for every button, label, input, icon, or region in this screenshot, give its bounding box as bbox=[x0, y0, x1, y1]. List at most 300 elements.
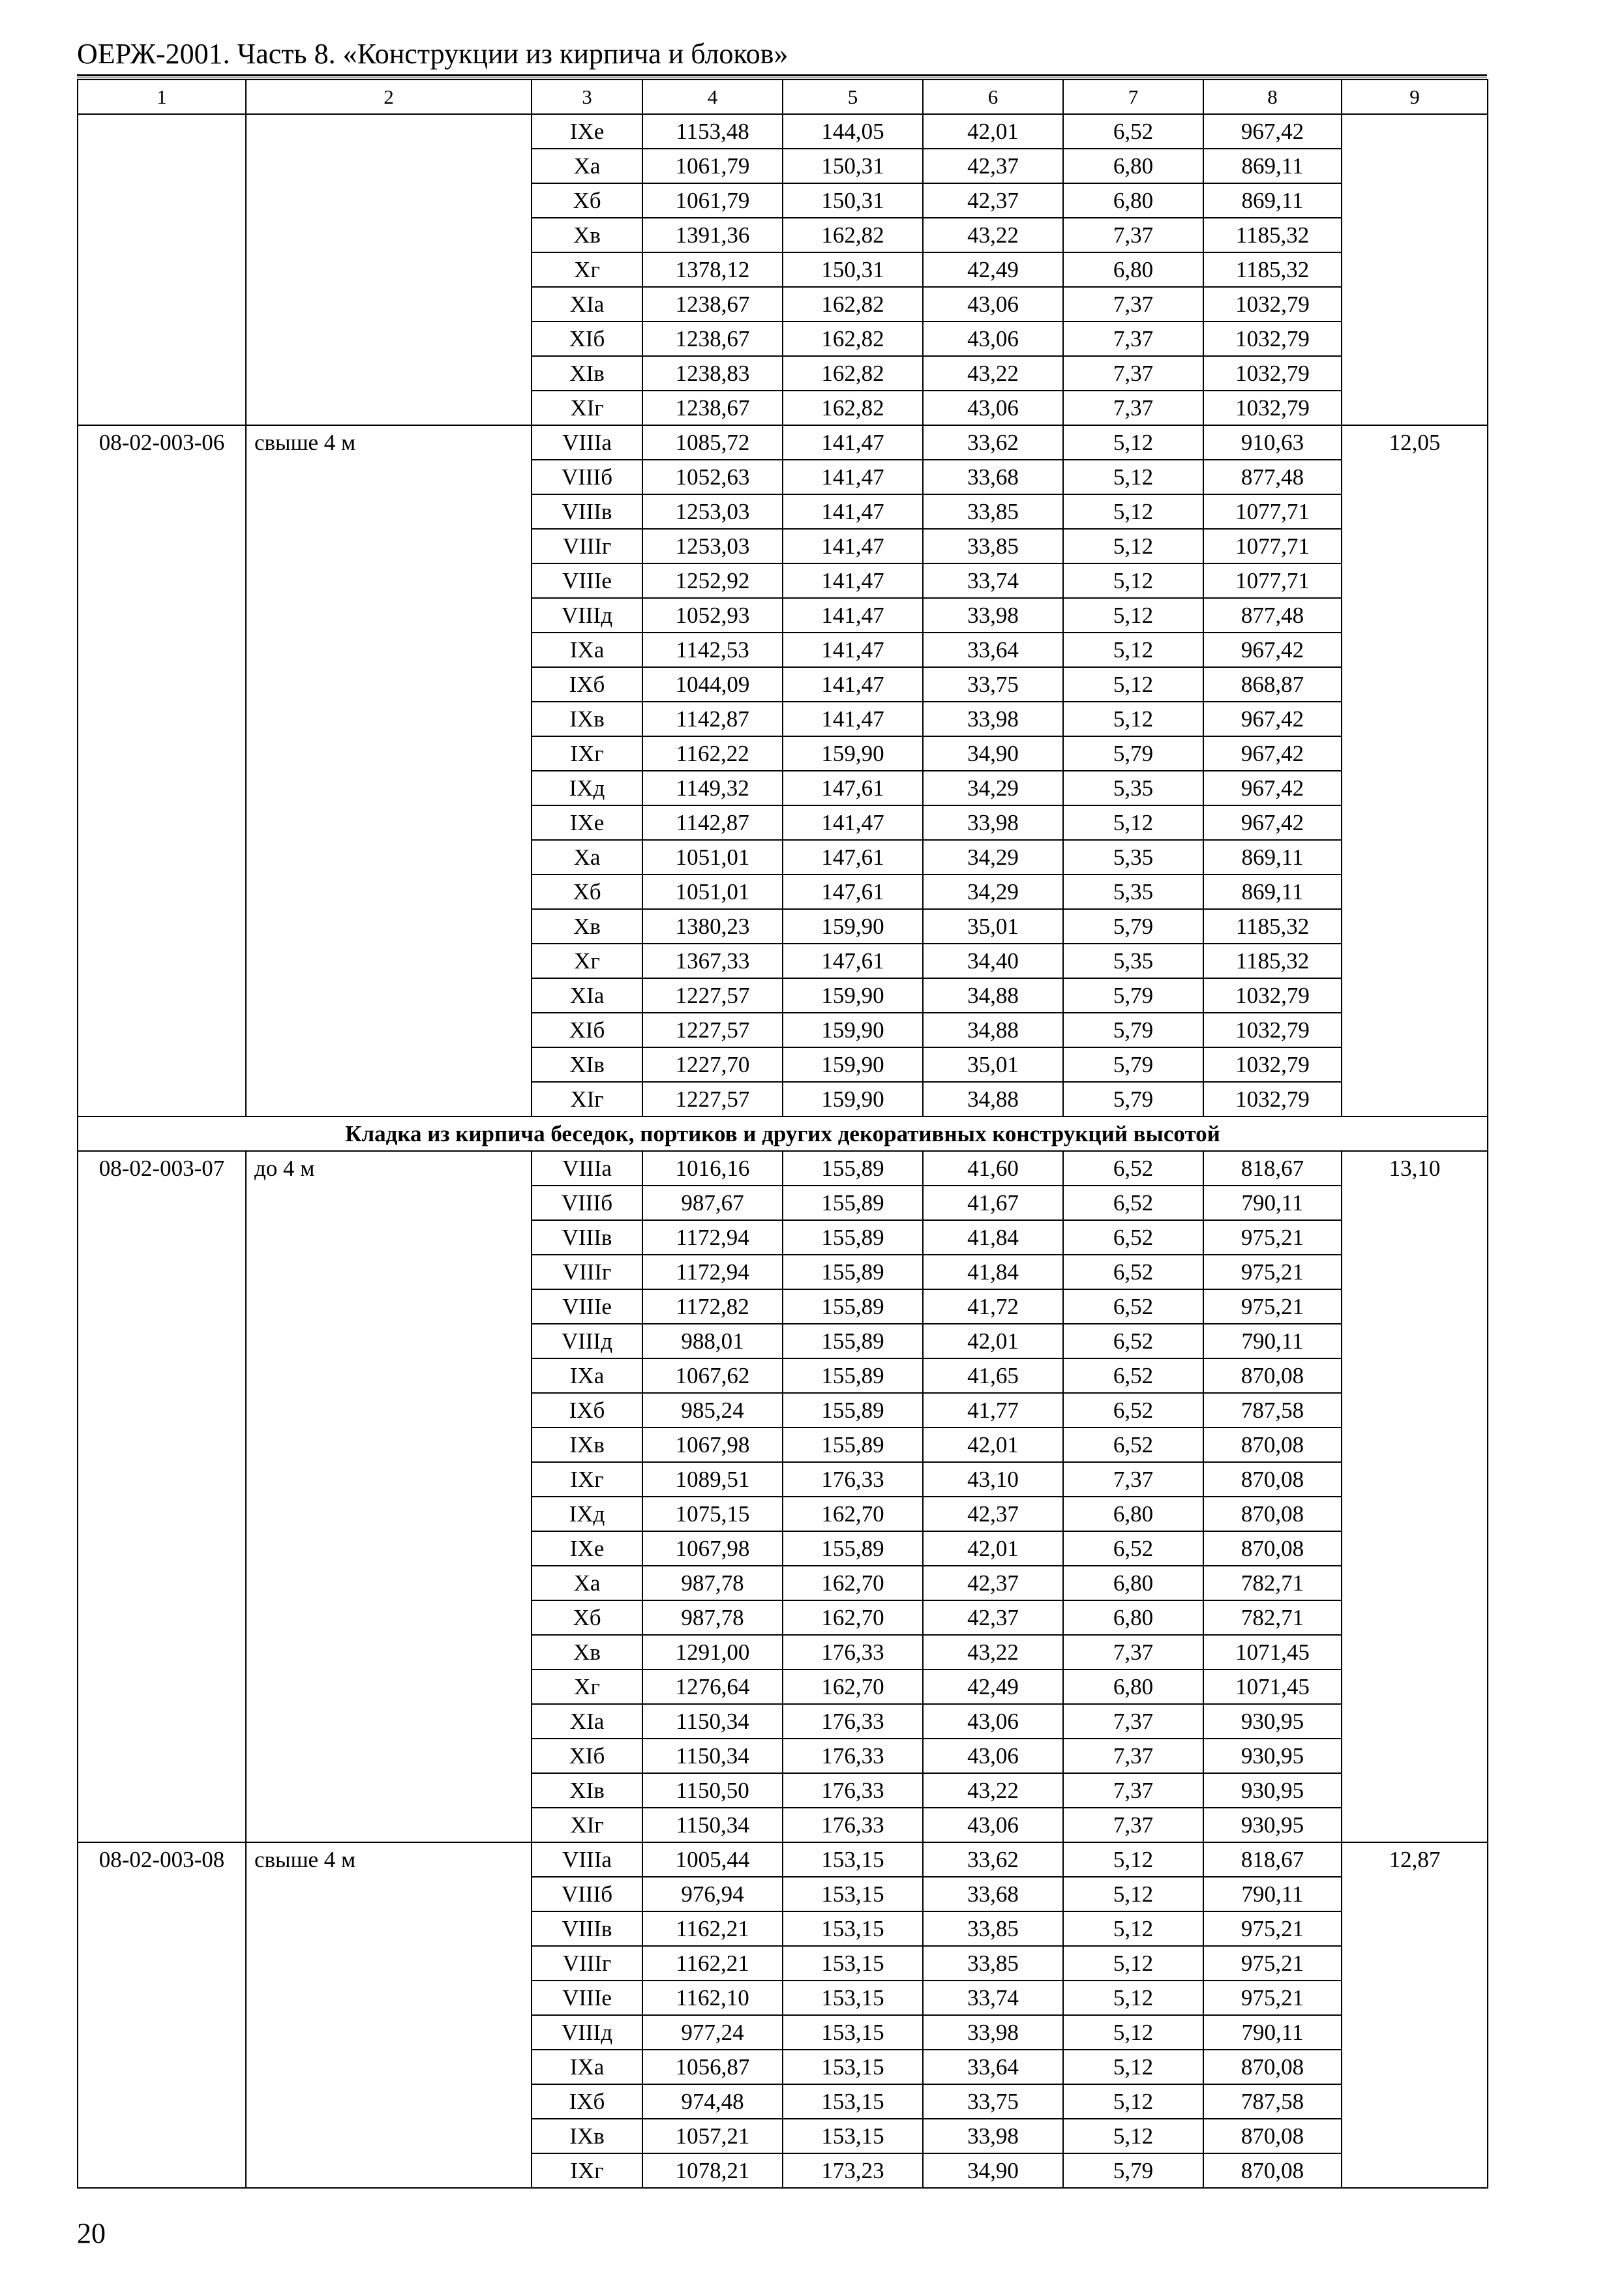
total-cost-cell: 1380,23 bbox=[642, 909, 783, 944]
wage-cost-cell: 173,23 bbox=[783, 2153, 923, 2188]
wage-cost-cell: 155,89 bbox=[783, 1220, 923, 1255]
machine-cost-cell: 41,72 bbox=[923, 1289, 1063, 1324]
operator-wage-cell: 6,52 bbox=[1063, 1358, 1203, 1393]
operator-wage-cell: 5,12 bbox=[1063, 2050, 1203, 2084]
operator-wage-cell: 6,80 bbox=[1063, 183, 1203, 218]
materials-cost-cell: 782,71 bbox=[1203, 1566, 1342, 1600]
norm-class-cell: VIIIв bbox=[532, 1911, 642, 1946]
norm-code-cell: 08-02-003-07 bbox=[78, 1151, 246, 1842]
norm-class-cell: IXд bbox=[532, 771, 642, 805]
total-cost-cell: 976,94 bbox=[642, 1877, 783, 1911]
norm-class-cell: Xв bbox=[532, 909, 642, 944]
wage-cost-cell: 150,31 bbox=[783, 183, 923, 218]
machine-cost-cell: 33,98 bbox=[923, 702, 1063, 736]
materials-cost-cell: 877,48 bbox=[1203, 460, 1342, 494]
column-number: 8 bbox=[1203, 80, 1342, 114]
norm-class-cell: VIIIд bbox=[532, 2015, 642, 2050]
materials-cost-cell: 967,42 bbox=[1203, 114, 1342, 149]
operator-wage-cell: 6,80 bbox=[1063, 252, 1203, 287]
norm-class-cell: XIа bbox=[532, 287, 642, 322]
materials-cost-cell: 1032,79 bbox=[1203, 391, 1342, 425]
machine-cost-cell: 43,06 bbox=[923, 1704, 1063, 1739]
norm-code-cell: 08-02-003-06 bbox=[78, 425, 246, 1116]
operator-wage-cell: 5,12 bbox=[1063, 2119, 1203, 2153]
wage-cost-cell: 155,89 bbox=[783, 1393, 923, 1428]
machine-cost-cell: 43,06 bbox=[923, 1808, 1063, 1842]
materials-cost-cell: 870,08 bbox=[1203, 1428, 1342, 1462]
machine-cost-cell: 43,22 bbox=[923, 356, 1063, 391]
operator-wage-cell: 7,37 bbox=[1063, 1635, 1203, 1669]
operator-wage-cell: 5,12 bbox=[1063, 1911, 1203, 1946]
machine-cost-cell: 41,84 bbox=[923, 1255, 1063, 1289]
wage-cost-cell: 141,47 bbox=[783, 702, 923, 736]
wage-cost-cell: 176,33 bbox=[783, 1462, 923, 1497]
machine-cost-cell: 33,64 bbox=[923, 2050, 1063, 2084]
column-number: 7 bbox=[1063, 80, 1203, 114]
machine-cost-cell: 34,40 bbox=[923, 944, 1063, 978]
materials-cost-cell: 790,11 bbox=[1203, 1186, 1342, 1220]
materials-cost-cell: 1077,71 bbox=[1203, 563, 1342, 598]
machine-cost-cell: 34,29 bbox=[923, 875, 1063, 909]
operator-wage-cell: 5,12 bbox=[1063, 667, 1203, 702]
wage-cost-cell: 155,89 bbox=[783, 1186, 923, 1220]
work-description-cell: до 4 м bbox=[246, 1151, 532, 1842]
total-cost-cell: 1052,93 bbox=[642, 598, 783, 633]
norm-class-cell: IXе bbox=[532, 114, 642, 149]
machine-cost-cell: 43,06 bbox=[923, 322, 1063, 356]
materials-cost-cell: 1185,32 bbox=[1203, 909, 1342, 944]
total-cost-cell: 1162,10 bbox=[642, 1981, 783, 2015]
materials-cost-cell: 870,08 bbox=[1203, 2050, 1342, 2084]
price-table bbox=[77, 79, 1488, 2189]
wage-cost-cell: 162,70 bbox=[783, 1497, 923, 1531]
materials-cost-cell: 1185,32 bbox=[1203, 944, 1342, 978]
operator-wage-cell: 5,35 bbox=[1063, 771, 1203, 805]
total-cost-cell: 1227,57 bbox=[642, 978, 783, 1013]
wage-cost-cell: 141,47 bbox=[783, 425, 923, 460]
total-cost-cell: 987,67 bbox=[642, 1186, 783, 1220]
operator-wage-cell: 5,12 bbox=[1063, 425, 1203, 460]
total-cost-cell: 977,24 bbox=[642, 2015, 783, 2050]
operator-wage-cell: 5,12 bbox=[1063, 1842, 1203, 1877]
wage-cost-cell: 155,89 bbox=[783, 1324, 923, 1358]
wage-cost-cell: 153,15 bbox=[783, 1946, 923, 1981]
operator-wage-cell: 6,52 bbox=[1063, 1186, 1203, 1220]
machine-cost-cell: 35,01 bbox=[923, 1047, 1063, 1082]
total-cost-cell: 1056,87 bbox=[642, 2050, 783, 2084]
materials-cost-cell: 930,95 bbox=[1203, 1739, 1342, 1773]
total-cost-cell: 1238,67 bbox=[642, 287, 783, 322]
total-cost-cell: 1005,44 bbox=[642, 1842, 783, 1877]
operator-wage-cell: 5,12 bbox=[1063, 494, 1203, 529]
norm-class-cell: Xа bbox=[532, 840, 642, 875]
machine-cost-cell: 33,68 bbox=[923, 1877, 1063, 1911]
total-cost-cell: 1142,53 bbox=[642, 633, 783, 667]
wage-cost-cell: 147,61 bbox=[783, 875, 923, 909]
wage-cost-cell: 147,61 bbox=[783, 944, 923, 978]
total-cost-cell: 1089,51 bbox=[642, 1462, 783, 1497]
machine-cost-cell: 42,37 bbox=[923, 183, 1063, 218]
materials-cost-cell: 870,08 bbox=[1203, 1358, 1342, 1393]
total-cost-cell: 1150,34 bbox=[642, 1808, 783, 1842]
operator-wage-cell: 5,79 bbox=[1063, 978, 1203, 1013]
materials-cost-cell: 787,58 bbox=[1203, 2084, 1342, 2119]
materials-cost-cell: 967,42 bbox=[1203, 771, 1342, 805]
column-number: 4 bbox=[642, 80, 783, 114]
materials-cost-cell: 870,08 bbox=[1203, 2119, 1342, 2153]
norm-code-cell: 08-02-003-08 bbox=[78, 1842, 246, 2188]
operator-wage-cell: 5,12 bbox=[1063, 805, 1203, 840]
materials-cost-cell: 1077,71 bbox=[1203, 494, 1342, 529]
wage-cost-cell: 141,47 bbox=[783, 529, 923, 563]
wage-cost-cell: 159,90 bbox=[783, 736, 923, 771]
machine-cost-cell: 33,62 bbox=[923, 425, 1063, 460]
machine-cost-cell: 33,98 bbox=[923, 598, 1063, 633]
machine-cost-cell: 42,01 bbox=[923, 114, 1063, 149]
machine-cost-cell: 33,98 bbox=[923, 805, 1063, 840]
materials-cost-cell: 870,08 bbox=[1203, 1497, 1342, 1531]
table-row bbox=[78, 1842, 1488, 1877]
operator-wage-cell: 5,12 bbox=[1063, 1981, 1203, 2015]
operator-wage-cell: 6,52 bbox=[1063, 1324, 1203, 1358]
norm-class-cell: VIIIв bbox=[532, 494, 642, 529]
wage-cost-cell: 176,33 bbox=[783, 1808, 923, 1842]
machine-cost-cell: 41,65 bbox=[923, 1358, 1063, 1393]
operator-wage-cell: 6,52 bbox=[1063, 1255, 1203, 1289]
total-cost-cell: 1061,79 bbox=[642, 149, 783, 183]
machine-cost-cell: 33,85 bbox=[923, 529, 1063, 563]
machine-cost-cell: 42,37 bbox=[923, 1600, 1063, 1635]
materials-cost-cell: 1032,79 bbox=[1203, 1013, 1342, 1047]
norm-class-cell: XIг bbox=[532, 1082, 642, 1116]
column-number: 2 bbox=[246, 80, 532, 114]
norm-class-cell: Xг bbox=[532, 1669, 642, 1704]
norm-class-cell: XIб bbox=[532, 322, 642, 356]
operator-wage-cell: 5,12 bbox=[1063, 1877, 1203, 1911]
operator-wage-cell: 6,52 bbox=[1063, 1531, 1203, 1566]
machine-cost-cell: 43,06 bbox=[923, 1739, 1063, 1773]
wage-cost-cell: 162,82 bbox=[783, 356, 923, 391]
wage-cost-cell: 153,15 bbox=[783, 2050, 923, 2084]
machine-cost-cell: 34,90 bbox=[923, 2153, 1063, 2188]
materials-cost-cell: 869,11 bbox=[1203, 840, 1342, 875]
operator-wage-cell: 5,12 bbox=[1063, 529, 1203, 563]
norm-class-cell: VIIIг bbox=[532, 529, 642, 563]
wage-cost-cell: 153,15 bbox=[783, 2119, 923, 2153]
operator-wage-cell: 7,37 bbox=[1063, 1462, 1203, 1497]
price-table-body bbox=[78, 80, 1488, 2188]
norm-class-cell: Xа bbox=[532, 149, 642, 183]
norm-class-cell: IXг bbox=[532, 736, 642, 771]
coefficient-cell: 13,10 bbox=[1342, 1151, 1488, 1842]
operator-wage-cell: 5,79 bbox=[1063, 1047, 1203, 1082]
machine-cost-cell: 42,37 bbox=[923, 1566, 1063, 1600]
operator-wage-cell: 5,79 bbox=[1063, 1082, 1203, 1116]
wage-cost-cell: 153,15 bbox=[783, 1911, 923, 1946]
machine-cost-cell: 43,22 bbox=[923, 1635, 1063, 1669]
total-cost-cell: 1142,87 bbox=[642, 702, 783, 736]
machine-cost-cell: 33,98 bbox=[923, 2015, 1063, 2050]
wage-cost-cell: 153,15 bbox=[783, 1877, 923, 1911]
materials-cost-cell: 818,67 bbox=[1203, 1842, 1342, 1877]
wage-cost-cell: 150,31 bbox=[783, 149, 923, 183]
wage-cost-cell: 159,90 bbox=[783, 1082, 923, 1116]
operator-wage-cell: 5,12 bbox=[1063, 633, 1203, 667]
operator-wage-cell: 5,12 bbox=[1063, 702, 1203, 736]
norm-class-cell: Xг bbox=[532, 944, 642, 978]
operator-wage-cell: 6,52 bbox=[1063, 1393, 1203, 1428]
materials-cost-cell: 967,42 bbox=[1203, 702, 1342, 736]
total-cost-cell: 1391,36 bbox=[642, 218, 783, 252]
materials-cost-cell: 790,11 bbox=[1203, 1877, 1342, 1911]
work-description-cell: свыше 4 м bbox=[246, 425, 532, 1116]
norm-class-cell: IXа bbox=[532, 2050, 642, 2084]
wage-cost-cell: 155,89 bbox=[783, 1428, 923, 1462]
total-cost-cell: 1067,62 bbox=[642, 1358, 783, 1393]
total-cost-cell: 1238,67 bbox=[642, 391, 783, 425]
materials-cost-cell: 967,42 bbox=[1203, 736, 1342, 771]
materials-cost-cell: 930,95 bbox=[1203, 1773, 1342, 1808]
operator-wage-cell: 6,52 bbox=[1063, 114, 1203, 149]
total-cost-cell: 1085,72 bbox=[642, 425, 783, 460]
total-cost-cell: 987,78 bbox=[642, 1566, 783, 1600]
operator-wage-cell: 7,37 bbox=[1063, 287, 1203, 322]
section-row bbox=[78, 1116, 1488, 1151]
work-description-cell bbox=[246, 114, 532, 425]
total-cost-cell: 1227,57 bbox=[642, 1082, 783, 1116]
norm-class-cell: Xа bbox=[532, 1566, 642, 1600]
materials-cost-cell: 910,63 bbox=[1203, 425, 1342, 460]
wage-cost-cell: 155,89 bbox=[783, 1151, 923, 1186]
wage-cost-cell: 141,47 bbox=[783, 460, 923, 494]
machine-cost-cell: 41,84 bbox=[923, 1220, 1063, 1255]
total-cost-cell: 1075,15 bbox=[642, 1497, 783, 1531]
wage-cost-cell: 176,33 bbox=[783, 1773, 923, 1808]
operator-wage-cell: 5,35 bbox=[1063, 840, 1203, 875]
norm-class-cell: IXв bbox=[532, 2119, 642, 2153]
materials-cost-cell: 975,21 bbox=[1203, 1981, 1342, 2015]
wage-cost-cell: 176,33 bbox=[783, 1635, 923, 1669]
total-cost-cell: 1172,94 bbox=[642, 1255, 783, 1289]
norm-class-cell: VIIIб bbox=[532, 1186, 642, 1220]
wage-cost-cell: 144,05 bbox=[783, 114, 923, 149]
machine-cost-cell: 33,75 bbox=[923, 2084, 1063, 2119]
materials-cost-cell: 1032,79 bbox=[1203, 978, 1342, 1013]
materials-cost-cell: 870,08 bbox=[1203, 1462, 1342, 1497]
norm-class-cell: VIIIа bbox=[532, 1151, 642, 1186]
wage-cost-cell: 155,89 bbox=[783, 1531, 923, 1566]
machine-cost-cell: 34,88 bbox=[923, 978, 1063, 1013]
materials-cost-cell: 877,48 bbox=[1203, 598, 1342, 633]
materials-cost-cell: 1077,71 bbox=[1203, 529, 1342, 563]
total-cost-cell: 1238,67 bbox=[642, 322, 783, 356]
norm-class-cell: XIв bbox=[532, 1773, 642, 1808]
total-cost-cell: 987,78 bbox=[642, 1600, 783, 1635]
norm-class-cell: Xб bbox=[532, 183, 642, 218]
materials-cost-cell: 967,42 bbox=[1203, 805, 1342, 840]
machine-cost-cell: 42,37 bbox=[923, 149, 1063, 183]
operator-wage-cell: 6,52 bbox=[1063, 1220, 1203, 1255]
total-cost-cell: 1078,21 bbox=[642, 2153, 783, 2188]
operator-wage-cell: 6,80 bbox=[1063, 1600, 1203, 1635]
norm-class-cell: IXг bbox=[532, 2153, 642, 2188]
wage-cost-cell: 176,33 bbox=[783, 1739, 923, 1773]
norm-class-cell: IXе bbox=[532, 805, 642, 840]
norm-class-cell: VIIIд bbox=[532, 1324, 642, 1358]
total-cost-cell: 1051,01 bbox=[642, 840, 783, 875]
machine-cost-cell: 41,77 bbox=[923, 1393, 1063, 1428]
norm-class-cell: XIв bbox=[532, 356, 642, 391]
machine-cost-cell: 43,10 bbox=[923, 1462, 1063, 1497]
norm-class-cell: IXв bbox=[532, 702, 642, 736]
machine-cost-cell: 42,01 bbox=[923, 1324, 1063, 1358]
materials-cost-cell: 782,71 bbox=[1203, 1600, 1342, 1635]
column-number: 1 bbox=[78, 80, 246, 114]
materials-cost-cell: 787,58 bbox=[1203, 1393, 1342, 1428]
materials-cost-cell: 930,95 bbox=[1203, 1808, 1342, 1842]
operator-wage-cell: 6,80 bbox=[1063, 1669, 1203, 1704]
total-cost-cell: 1067,98 bbox=[642, 1531, 783, 1566]
wage-cost-cell: 162,70 bbox=[783, 1566, 923, 1600]
total-cost-cell: 1162,21 bbox=[642, 1946, 783, 1981]
norm-class-cell: XIг bbox=[532, 391, 642, 425]
machine-cost-cell: 33,85 bbox=[923, 1911, 1063, 1946]
operator-wage-cell: 5,35 bbox=[1063, 875, 1203, 909]
operator-wage-cell: 6,52 bbox=[1063, 1289, 1203, 1324]
materials-cost-cell: 1032,79 bbox=[1203, 1047, 1342, 1082]
total-cost-cell: 1061,79 bbox=[642, 183, 783, 218]
materials-cost-cell: 869,11 bbox=[1203, 183, 1342, 218]
machine-cost-cell: 33,62 bbox=[923, 1842, 1063, 1877]
total-cost-cell: 1051,01 bbox=[642, 875, 783, 909]
materials-cost-cell: 790,11 bbox=[1203, 2015, 1342, 2050]
norm-class-cell: IXд bbox=[532, 1497, 642, 1531]
wage-cost-cell: 141,47 bbox=[783, 563, 923, 598]
norm-class-cell: IXе bbox=[532, 1531, 642, 1566]
table-row bbox=[78, 114, 1488, 149]
machine-cost-cell: 34,88 bbox=[923, 1013, 1063, 1047]
wage-cost-cell: 141,47 bbox=[783, 598, 923, 633]
norm-class-cell: IXв bbox=[532, 1428, 642, 1462]
machine-cost-cell: 43,22 bbox=[923, 218, 1063, 252]
total-cost-cell: 1378,12 bbox=[642, 252, 783, 287]
machine-cost-cell: 34,88 bbox=[923, 1082, 1063, 1116]
wage-cost-cell: 147,61 bbox=[783, 771, 923, 805]
wage-cost-cell: 176,33 bbox=[783, 1704, 923, 1739]
total-cost-cell: 985,24 bbox=[642, 1393, 783, 1428]
materials-cost-cell: 1032,79 bbox=[1203, 356, 1342, 391]
wage-cost-cell: 159,90 bbox=[783, 909, 923, 944]
norm-class-cell: IXб bbox=[532, 2084, 642, 2119]
materials-cost-cell: 869,11 bbox=[1203, 149, 1342, 183]
machine-cost-cell: 33,75 bbox=[923, 667, 1063, 702]
column-number: 3 bbox=[532, 80, 642, 114]
total-cost-cell: 1252,92 bbox=[642, 563, 783, 598]
total-cost-cell: 1149,32 bbox=[642, 771, 783, 805]
machine-cost-cell: 42,37 bbox=[923, 1497, 1063, 1531]
wage-cost-cell: 153,15 bbox=[783, 2084, 923, 2119]
column-number: 9 bbox=[1342, 80, 1488, 114]
machine-cost-cell: 34,29 bbox=[923, 771, 1063, 805]
column-number: 5 bbox=[783, 80, 923, 114]
operator-wage-cell: 5,12 bbox=[1063, 460, 1203, 494]
operator-wage-cell: 5,79 bbox=[1063, 736, 1203, 771]
materials-cost-cell: 1071,45 bbox=[1203, 1669, 1342, 1704]
total-cost-cell: 1067,98 bbox=[642, 1428, 783, 1462]
page-header: ОЕРЖ-2001. Часть 8. «Конструкции из кирпича и блоков» bbox=[77, 38, 789, 70]
machine-cost-cell: 34,90 bbox=[923, 736, 1063, 771]
total-cost-cell: 1044,09 bbox=[642, 667, 783, 702]
materials-cost-cell: 975,21 bbox=[1203, 1911, 1342, 1946]
wage-cost-cell: 162,82 bbox=[783, 391, 923, 425]
page-number: 20 bbox=[77, 2217, 106, 2249]
total-cost-cell: 1016,16 bbox=[642, 1151, 783, 1186]
norm-class-cell: VIIIе bbox=[532, 1289, 642, 1324]
wage-cost-cell: 147,61 bbox=[783, 840, 923, 875]
materials-cost-cell: 1032,79 bbox=[1203, 287, 1342, 322]
operator-wage-cell: 6,80 bbox=[1063, 1566, 1203, 1600]
machine-cost-cell: 34,29 bbox=[923, 840, 1063, 875]
norm-class-cell: IXб bbox=[532, 1393, 642, 1428]
norm-class-cell: VIIIа bbox=[532, 425, 642, 460]
total-cost-cell: 1150,34 bbox=[642, 1739, 783, 1773]
norm-class-cell: VIIIе bbox=[532, 1981, 642, 2015]
wage-cost-cell: 162,70 bbox=[783, 1600, 923, 1635]
total-cost-cell: 1162,22 bbox=[642, 736, 783, 771]
operator-wage-cell: 5,12 bbox=[1063, 598, 1203, 633]
wage-cost-cell: 153,15 bbox=[783, 1842, 923, 1877]
norm-class-cell: XIа bbox=[532, 1704, 642, 1739]
wage-cost-cell: 162,82 bbox=[783, 218, 923, 252]
materials-cost-cell: 1185,32 bbox=[1203, 252, 1342, 287]
materials-cost-cell: 868,87 bbox=[1203, 667, 1342, 702]
machine-cost-cell: 33,85 bbox=[923, 494, 1063, 529]
machine-cost-cell: 33,64 bbox=[923, 633, 1063, 667]
machine-cost-cell: 43,06 bbox=[923, 287, 1063, 322]
total-cost-cell: 1227,57 bbox=[642, 1013, 783, 1047]
operator-wage-cell: 7,37 bbox=[1063, 1704, 1203, 1739]
operator-wage-cell: 7,37 bbox=[1063, 218, 1203, 252]
operator-wage-cell: 5,12 bbox=[1063, 2015, 1203, 2050]
column-number: 6 bbox=[923, 80, 1063, 114]
wage-cost-cell: 162,82 bbox=[783, 287, 923, 322]
work-description-cell: свыше 4 м bbox=[246, 1842, 532, 2188]
operator-wage-cell: 5,12 bbox=[1063, 563, 1203, 598]
total-cost-cell: 1150,34 bbox=[642, 1704, 783, 1739]
norm-class-cell: VIIIд bbox=[532, 598, 642, 633]
total-cost-cell: 1253,03 bbox=[642, 529, 783, 563]
header-rule bbox=[77, 74, 1487, 76]
operator-wage-cell: 6,52 bbox=[1063, 1428, 1203, 1462]
norm-class-cell: VIIIа bbox=[532, 1842, 642, 1877]
norm-class-cell: IXа bbox=[532, 633, 642, 667]
machine-cost-cell: 42,01 bbox=[923, 1428, 1063, 1462]
operator-wage-cell: 5,12 bbox=[1063, 2084, 1203, 2119]
wage-cost-cell: 162,82 bbox=[783, 322, 923, 356]
norm-class-cell: IXа bbox=[532, 1358, 642, 1393]
machine-cost-cell: 42,49 bbox=[923, 1669, 1063, 1704]
coefficient-cell: 12,87 bbox=[1342, 1842, 1488, 2188]
total-cost-cell: 988,01 bbox=[642, 1324, 783, 1358]
coefficient-cell bbox=[1342, 114, 1488, 425]
operator-wage-cell: 7,37 bbox=[1063, 322, 1203, 356]
total-cost-cell: 1057,21 bbox=[642, 2119, 783, 2153]
total-cost-cell: 1367,33 bbox=[642, 944, 783, 978]
total-cost-cell: 1253,03 bbox=[642, 494, 783, 529]
norm-class-cell: VIIIб bbox=[532, 1877, 642, 1911]
table-row bbox=[78, 1151, 1488, 1186]
norm-class-cell: XIб bbox=[532, 1739, 642, 1773]
